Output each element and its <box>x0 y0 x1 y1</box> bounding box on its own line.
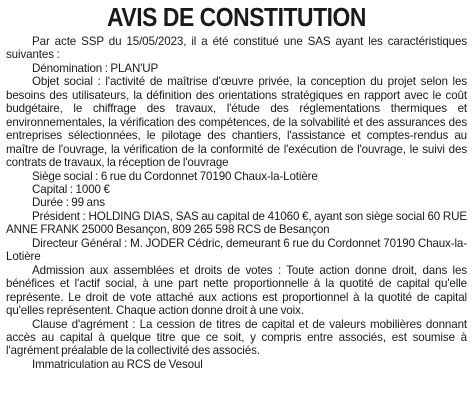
president-paragraph: Président : HOLDING DIAS, SAS au capital de 41060 €, ayant son siège social 60 RUE ANNE FRANK 25000 Besançon, 809 265 598 RCS de Besançon <box>6 209 467 237</box>
registration-paragraph: Immatriculation au RCS de Vesoul <box>32 357 203 371</box>
denomination-paragraph: Dénomination : PLAN'UP <box>32 61 159 75</box>
notice-body <box>6 35 467 371</box>
voting-rights-paragraph: Admission aux assemblées et droits de votes : Toute action donne droit, dans les bénéfices et l'actif social, à une part nette proportionnelle à la quotité de capital qu'elle représente. Le droit de vote attaché aux actions est proportionnel à la quotité de capital qu'elles représentent. Chaque action donne droit à une voix. <box>6 263 467 318</box>
capital-paragraph: Capital : 1000 € <box>32 182 110 196</box>
notice-title: AVIS DE CONSTITUTION <box>107 2 366 32</box>
general-director-paragraph: Directeur Général : M. JODER Cédric, demeurant 6 rue du Cordonnet 70190 Chaux-la-Lotière <box>6 236 467 264</box>
duration-paragraph: Durée : 99 ans <box>32 196 105 210</box>
intro-paragraph: Par acte SSP du 15/05/2023, il a été constitué une SAS ayant les caractéristiques suivantes : <box>6 35 467 62</box>
approval-clause-paragraph: Clause d'agrément : La cession de titres de capital et de valeurs mobilières donnant accès au capital à quelque titre que ce soit, y compris entre associés, est soumise à l'agrément préalable de la collectivité des associés. <box>6 317 467 358</box>
object-paragraph: Objet social : l'activité de maîtrise d'œuvre privée, la conception du projet selon les besoins des utilisateurs, la définition des orientations stratégiques en rapport avec le coût budgétaire, le chiffrage des travaux, l'étude des réglementations thermiques et environnementales, la vérification des compétences, de la solvabilité et des assurances des entreprises sélectionnées, le pilotage des chantiers, l'assistance et comptes-rendus au maître de l'ouvrage, la vérification de la conformité de l'exécution de l'ouvrage, le suivi des contrats de travaux, la réception de l'ouvrage <box>6 75 467 170</box>
head-office-paragraph: Siège social : 6 rue du Cordonnet 70190 Chaux-la-Lotière <box>32 169 318 183</box>
